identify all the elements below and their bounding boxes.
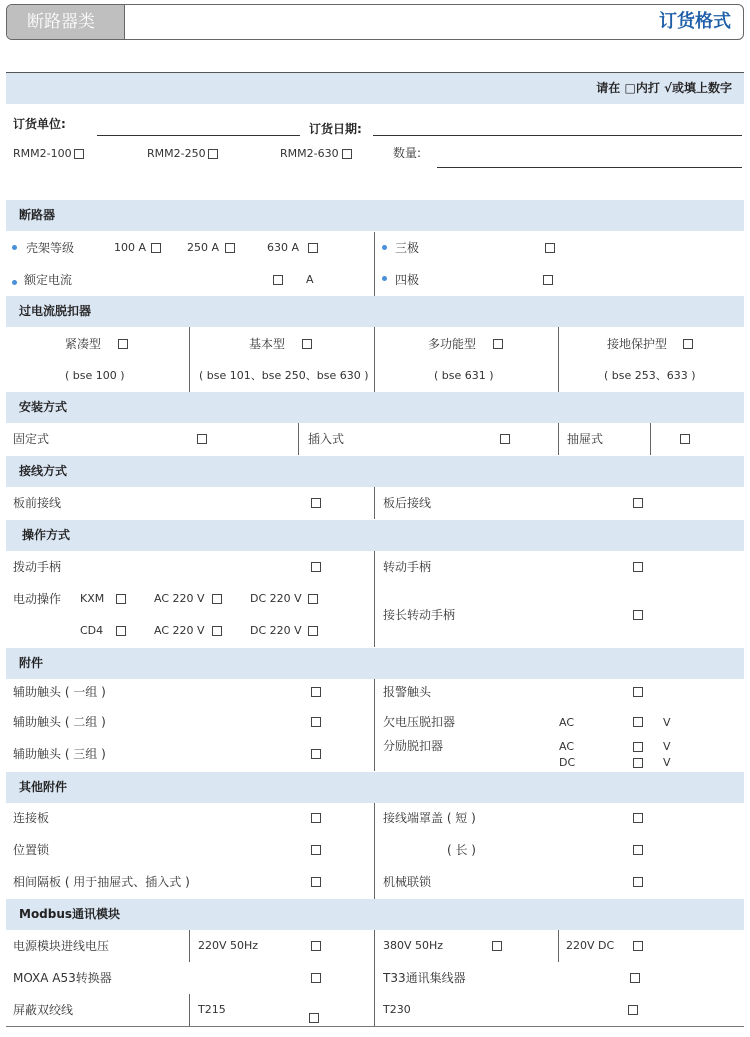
install-drawer-label: 抽屉式 xyxy=(567,432,604,446)
install-section-band xyxy=(6,392,744,423)
page-title: 订货格式 xyxy=(659,11,731,32)
aux-one-checkbox[interactable] xyxy=(311,687,321,697)
three-pole-label: 三极 xyxy=(395,241,420,255)
other-section-title: 其他附件 xyxy=(19,780,68,794)
alarm-contact-label: 报警触头 xyxy=(383,685,432,699)
install-drawer-checkbox[interactable] xyxy=(680,434,690,444)
install-fixed-label: 固定式 xyxy=(13,432,50,446)
shunt-ac-unit: V xyxy=(663,740,671,753)
trip-compact-checkbox[interactable] xyxy=(118,339,128,349)
bullet-icon xyxy=(382,245,387,250)
undervoltage-ac-label: AC xyxy=(559,716,575,729)
cover-short-checkbox[interactable] xyxy=(633,813,643,823)
operation-divider xyxy=(374,551,375,647)
op-electric-label: 电动操作 xyxy=(13,592,62,606)
wiring-rear-label: 板后接线 xyxy=(383,496,432,510)
modbus-divider-c xyxy=(189,994,190,1026)
phase-barrier-checkbox[interactable] xyxy=(311,877,321,887)
trip-compact-models: ( bse 100 ) xyxy=(65,369,125,382)
other-section-band xyxy=(6,772,744,803)
op-cd4-dc-label: DC 220 V xyxy=(250,624,302,637)
undervoltage-unit: V xyxy=(663,716,671,729)
moxa-converter-checkbox[interactable] xyxy=(311,973,321,983)
operation-section-band xyxy=(6,520,744,551)
t33-hub-checkbox[interactable] xyxy=(630,973,640,983)
power-380-label: 380V 50Hz xyxy=(383,939,444,952)
mechanical-interlock-label: 机械联锁 xyxy=(383,875,432,889)
phase-barrier-label: 相间隔板 ( 用于抽屉式、插入式 ) xyxy=(13,875,190,889)
power-220dc-checkbox[interactable] xyxy=(633,941,643,951)
shielded-cable-label: 屏蔽双绞线 xyxy=(13,1003,74,1017)
aux-three-label: 辅助触头 ( 三组 ) xyxy=(13,747,106,761)
instruction-note: 请在 □内打 √或填上数字 xyxy=(596,81,732,95)
op-cd4-checkbox[interactable] xyxy=(116,626,126,636)
wiring-divider xyxy=(374,487,375,519)
power-380-checkbox[interactable] xyxy=(492,941,502,951)
trip-ground-checkbox[interactable] xyxy=(683,339,693,349)
operation-section-title: 操作方式 xyxy=(22,528,71,542)
op-kxm-dc-label: DC 220 V xyxy=(250,592,302,605)
power-220dc-label: 220V DC xyxy=(566,939,615,952)
cover-short-label: 接线端罩盖 ( 短 ) xyxy=(383,811,476,825)
cable-t215-checkbox[interactable] xyxy=(309,1013,319,1023)
frame-250-checkbox[interactable] xyxy=(225,243,235,253)
frame-100-checkbox[interactable] xyxy=(151,243,161,253)
trip-ground-label: 接地保护型 xyxy=(607,337,668,351)
breaker-divider xyxy=(374,232,375,296)
trip-section-band xyxy=(6,296,744,327)
trip-multifunction-label: 多功能型 xyxy=(428,337,477,351)
cable-t215-label: T215 xyxy=(198,1003,226,1016)
shunt-ac-checkbox[interactable] xyxy=(633,742,643,752)
position-lock-checkbox[interactable] xyxy=(311,845,321,855)
wiring-section-title: 接线方式 xyxy=(19,464,68,478)
power-module-label: 电源模块进线电压 xyxy=(13,939,110,953)
aux-two-checkbox[interactable] xyxy=(311,717,321,727)
bullet-icon xyxy=(12,245,17,250)
shunt-dc-unit: V xyxy=(663,756,671,769)
t33-hub-label: T33通讯集线器 xyxy=(383,971,466,985)
rated-current-label: 额定电流 xyxy=(24,273,73,287)
cable-t230-label: T230 xyxy=(383,1003,411,1016)
rated-current-unit: A xyxy=(306,273,314,286)
op-kxm-dc-checkbox[interactable] xyxy=(308,594,318,604)
op-extended-checkbox[interactable] xyxy=(633,610,643,620)
accessories-section-title: 附件 xyxy=(19,656,44,670)
aux-one-label: 辅助触头 ( 一组 ) xyxy=(13,685,106,699)
trip-divider-2 xyxy=(374,327,375,392)
alarm-contact-checkbox[interactable] xyxy=(633,687,643,697)
install-divider-1 xyxy=(298,423,299,455)
modbus-divider-a xyxy=(189,930,190,962)
op-cd4-dc-checkbox[interactable] xyxy=(308,626,318,636)
modbus-section-title: Modbus通讯模块 xyxy=(19,907,121,921)
other-divider xyxy=(374,803,375,899)
trip-basic-checkbox[interactable] xyxy=(302,339,312,349)
wiring-section-band xyxy=(6,456,744,487)
instruction-band xyxy=(6,73,744,104)
bottom-divider xyxy=(6,1026,744,1027)
op-kxm-checkbox[interactable] xyxy=(116,594,126,604)
cover-long-checkbox[interactable] xyxy=(633,845,643,855)
op-cd4-label: CD4 xyxy=(80,624,104,637)
breaker-section-band xyxy=(6,200,744,231)
order-date-label: 订货日期: xyxy=(309,122,362,136)
op-kxm-ac-label: AC 220 V xyxy=(154,592,205,605)
model-rmm2-250-checkbox[interactable] xyxy=(208,149,218,159)
op-extended-label: 接长转动手柄 xyxy=(383,608,456,622)
trip-divider-3 xyxy=(558,327,559,392)
install-divider-3 xyxy=(650,423,651,455)
shunt-dc-label: DC xyxy=(559,756,576,769)
trip-basic-label: 基本型 xyxy=(249,337,286,351)
trip-divider-1 xyxy=(189,327,190,392)
wiring-front-label: 板前接线 xyxy=(13,496,62,510)
trip-multifunction-checkbox[interactable] xyxy=(493,339,503,349)
cable-t230-checkbox[interactable] xyxy=(628,1005,638,1015)
modbus-divider-b xyxy=(558,930,559,962)
install-plugin-label: 插入式 xyxy=(308,432,345,446)
trip-section-title: 过电流脱扣器 xyxy=(19,304,92,318)
shunt-dc-checkbox[interactable] xyxy=(633,758,643,768)
category-tab: 断路器类 xyxy=(7,5,125,39)
quantity-field[interactable] xyxy=(437,167,742,168)
quantity-label: 数量: xyxy=(393,146,422,160)
model-rmm2-250-label: RMM2-250 xyxy=(147,147,206,160)
install-plugin-checkbox[interactable] xyxy=(500,434,510,444)
model-rmm2-100-label: RMM2-100 xyxy=(13,147,72,160)
frame-630-checkbox[interactable] xyxy=(308,243,318,253)
four-pole-label: 四极 xyxy=(395,273,420,287)
bullet-icon xyxy=(382,276,387,281)
connection-plate-checkbox[interactable] xyxy=(311,813,321,823)
position-lock-label: 位置锁 xyxy=(13,843,50,857)
op-cd4-ac-label: AC 220 V xyxy=(154,624,205,637)
power-220ac-checkbox[interactable] xyxy=(311,941,321,951)
op-manual-checkbox[interactable] xyxy=(311,562,321,572)
frame-100-label: 100 A xyxy=(114,241,147,254)
modbus-divider-mid xyxy=(374,930,375,1026)
accessories-section-band xyxy=(6,648,744,679)
power-220ac-label: 220V 50Hz xyxy=(198,939,259,952)
trip-ground-models: ( bse 253、633 ) xyxy=(604,369,696,382)
frame-250-label: 250 A xyxy=(187,241,220,254)
page-header xyxy=(6,4,744,40)
model-rmm2-100-checkbox[interactable] xyxy=(74,149,84,159)
accessories-divider xyxy=(374,679,375,771)
trip-multifunction-models: ( bse 631 ) xyxy=(434,369,494,382)
undervoltage-label: 欠电压脱扣器 xyxy=(383,715,456,729)
undervoltage-checkbox[interactable] xyxy=(633,717,643,727)
op-kxm-label: KXM xyxy=(80,592,105,605)
op-manual-label: 拨动手柄 xyxy=(13,560,62,574)
op-cd4-ac-checkbox[interactable] xyxy=(212,626,222,636)
bullet-icon xyxy=(12,280,17,285)
install-fixed-checkbox[interactable] xyxy=(197,434,207,444)
trip-basic-models: ( bse 101、bse 250、bse 630 ) xyxy=(199,369,369,382)
install-divider-2 xyxy=(558,423,559,455)
wiring-front-checkbox[interactable] xyxy=(311,498,321,508)
order-unit-label: 订货单位: xyxy=(13,117,66,131)
frame-630-label: 630 A xyxy=(267,241,300,254)
breaker-section-title: 断路器 xyxy=(19,208,56,222)
shunt-release-label: 分励脱扣器 xyxy=(383,739,444,753)
model-rmm2-630-checkbox[interactable] xyxy=(342,149,352,159)
rated-current-checkbox[interactable] xyxy=(273,275,283,285)
moxa-converter-label: MOXA A53转换器 xyxy=(13,971,112,985)
frame-grade-label: 壳架等级 xyxy=(26,241,75,255)
wiring-rear-checkbox[interactable] xyxy=(633,498,643,508)
op-rotary-label: 转动手柄 xyxy=(383,560,432,574)
three-pole-checkbox[interactable] xyxy=(545,243,555,253)
install-section-title: 安装方式 xyxy=(19,400,68,414)
four-pole-checkbox[interactable] xyxy=(543,275,553,285)
model-rmm2-630-label: RMM2-630 xyxy=(280,147,339,160)
shunt-ac-label: AC xyxy=(559,740,575,753)
trip-compact-label: 紧凑型 xyxy=(65,337,102,351)
modbus-section-band xyxy=(6,899,744,930)
order-date-field[interactable] xyxy=(373,135,742,136)
mechanical-interlock-checkbox[interactable] xyxy=(633,877,643,887)
connection-plate-label: 连接板 xyxy=(13,811,50,825)
order-unit-field[interactable] xyxy=(97,135,300,136)
aux-three-checkbox[interactable] xyxy=(311,749,321,759)
op-rotary-checkbox[interactable] xyxy=(633,562,643,572)
cover-long-label: ( 长 ) xyxy=(447,843,476,857)
aux-two-label: 辅助触头 ( 二组 ) xyxy=(13,715,106,729)
op-kxm-ac-checkbox[interactable] xyxy=(212,594,222,604)
